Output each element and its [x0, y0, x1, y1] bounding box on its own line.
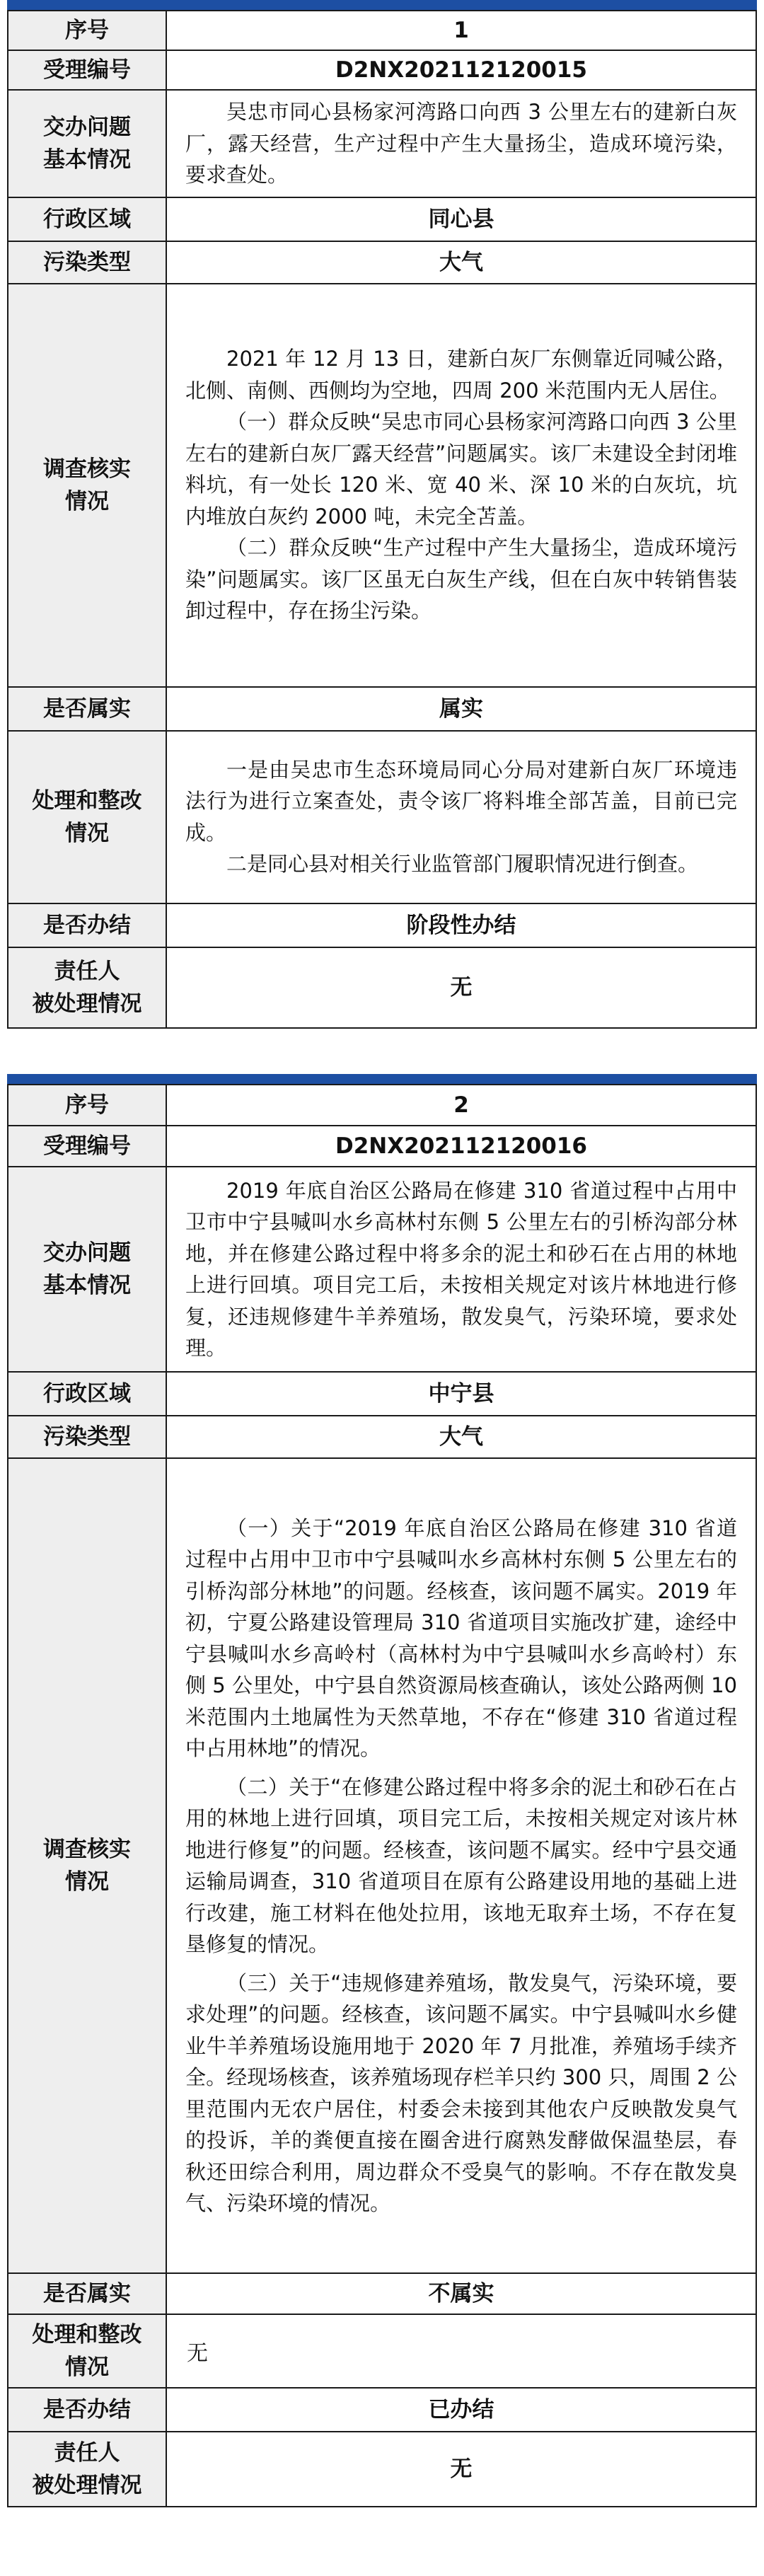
label-is-closed: 是否办结	[8, 903, 166, 947]
label-seq: 序号	[8, 11, 166, 50]
label-is-true: 是否属实	[8, 2273, 166, 2314]
row-accountability	[8, 947, 756, 1028]
issue-text: 2019 年底自治区公路局在修建 310 省道过程中占用中卫市中宁县喊叫水乡高林村东侧 5 公里左右的引桥沟部分林地，并在修建公路过程中将多余的泥土和砂石在占用的林地上进行回填。项目完工后，未按相关规定对该片林地进行修复，还违规修建牛羊养殖场，散发臭气，污染环境，要求处理。	[185, 1178, 737, 1360]
value-case-no: D2NX202112120015	[166, 50, 756, 90]
row-investigation	[8, 1458, 756, 2273]
label-investigation-line2: 情况	[65, 488, 109, 514]
row-region	[8, 1372, 756, 1416]
label-region: 行政区域	[8, 1372, 166, 1416]
label-handling-line1: 处理和整改	[32, 787, 142, 814]
value-is-closed: 已办结	[166, 2388, 756, 2432]
row-accountability	[8, 2432, 756, 2507]
investigation-paragraph: （二）群众反映“生产过程中产生大量扬尘，造成环境污染”问题属实。该厂区虽无白灰生产线，但在白灰中转销售装卸过程中，存在扬尘污染。	[185, 536, 737, 623]
row-case-no	[8, 1126, 756, 1167]
label-issue	[8, 1167, 166, 1372]
handling-paragraph: 一是由吴忠市生态环境局同心分局对建新白灰厂环境违法行为进行立案查处，责令该厂将料堆全部苫盖，目前已完成。	[185, 757, 737, 845]
row-is-closed	[8, 903, 756, 947]
label-is-closed: 是否办结	[8, 2388, 166, 2432]
label-handling	[8, 731, 166, 903]
value-accountability: 无	[166, 947, 756, 1028]
value-is-true: 属实	[166, 687, 756, 731]
value-pollution-type: 大气	[166, 1416, 756, 1458]
label-accountability	[8, 2432, 166, 2507]
investigation-paragraph: （一）群众反映“吴忠市同心县杨家河湾路口向西 3 公里左右的建新白灰厂露天经营”问题属实。该厂未建设全封闭堆料坑，有一处长 120 米、宽 40 米、深 10 米的白灰坑，坑内堆放白灰约 2000 吨，未完全苫盖。	[185, 410, 737, 529]
label-investigation-line1: 调查核实	[43, 1837, 131, 1862]
label-case-no: 受理编号	[8, 1126, 166, 1167]
label-investigation-line2: 情况	[65, 1869, 109, 1895]
value-is-closed: 阶段性办结	[166, 903, 756, 947]
label-accountability	[8, 947, 166, 1028]
label-issue-line2: 基本情况	[43, 1273, 131, 1298]
row-handling	[8, 2314, 756, 2388]
investigation-paragraph: （一）关于“2019 年底自治区公路局在修建 310 省道过程中占用中卫市中宁县喊叫水乡高林村东侧 5 公里左右的引桥沟部分林地”的问题。经核查，该问题不属实。2019 年初，宁夏公路建设管理局 310 省道项目实施改扩建，途经中宁县喊叫水乡高岭村（高林村为中宁县喊叫水乡高岭村）东侧 5 公里处，中宁县自然资源局核查确认，该处公路两侧 10 米范围内土地属性为天然草地，不存在“修建 310 省道过程中占用林地”的情况。	[185, 1515, 737, 1760]
row-is-true	[8, 687, 756, 731]
value-handling	[166, 731, 756, 903]
label-handling	[8, 2314, 166, 2388]
value-region: 中宁县	[166, 1372, 756, 1416]
investigation-paragraph: （二）关于“在修建公路过程中将多余的泥土和砂石在占用的林地上进行回填，项目完工后，未按相关规定对该片林地进行修复”的问题。经核查，该问题不属实。经中宁县交通运输局调查，310 省道项目在原有公路建设用地的基础上进行改建，施工材料在他处拉用，该地无取弃土场，不存在复垦修复的情况。	[185, 1774, 737, 1956]
row-is-true	[8, 2273, 756, 2314]
case-card-1	[7, 0, 757, 1029]
label-issue-line2: 基本情况	[43, 146, 131, 173]
card-top-bar	[7, 1074, 757, 1084]
label-investigation	[8, 284, 166, 687]
value-accountability: 无	[166, 2432, 756, 2507]
label-investigation	[8, 1458, 166, 2273]
value-issue	[166, 1167, 756, 1372]
row-region	[8, 197, 756, 241]
label-handling-line2: 情况	[65, 2355, 109, 2380]
row-seq	[8, 1085, 756, 1126]
investigation-paragraph: 2021 年 12 月 13 日，建新白灰厂东侧靠近同喊公路，北侧、南侧、西侧均为空地，四周 200 米范围内无人居住。	[185, 347, 737, 403]
value-handling: 无	[166, 2314, 756, 2388]
card-top-bar	[7, 0, 757, 10]
value-pollution-type: 大气	[166, 241, 756, 284]
value-seq: 2	[166, 1085, 756, 1126]
row-pollution-type	[8, 1416, 756, 1458]
value-issue	[166, 90, 756, 197]
case-card-2	[7, 1074, 757, 2507]
case-table-1	[7, 10, 757, 1029]
value-investigation	[166, 284, 756, 687]
label-pollution-type: 污染类型	[8, 1416, 166, 1458]
label-handling-line1: 处理和整改	[32, 2322, 142, 2347]
investigation-paragraph: （三）关于“违规修建养殖场，散发臭气，污染环境，要求处理”的问题。经核查，该问题不属实。中宁县喊叫水乡健业牛羊养殖场设施用地于 2020 年 7 月批准，养殖场手续齐全。经现场核查，该养殖场现存栏羊只约 300 只，周围 2 公里范围内无农户居住，村委会未接到其他农户反映散发臭气的投诉，羊的粪便直接在圈舍进行腐熟发酵做保温垫层，春秋还田综合利用，周边群众不受臭气的影响。不存在散发臭气、污染环境的情况。	[185, 1970, 737, 2215]
value-is-true: 不属实	[166, 2273, 756, 2314]
label-accountability-line1: 责任人	[54, 2440, 120, 2466]
row-case-no	[8, 50, 756, 90]
label-is-true: 是否属实	[8, 687, 166, 731]
label-accountability-line2: 被处理情况	[32, 2473, 142, 2498]
label-seq: 序号	[8, 1085, 166, 1126]
row-pollution-type	[8, 241, 756, 284]
issue-text: 吴忠市同心县杨家河湾路口向西 3 公里左右的建新白灰厂，露天经营，生产过程中产生大量扬尘，造成环境污染，要求查处。	[185, 100, 737, 187]
label-issue	[8, 90, 166, 197]
label-issue-line1: 交办问题	[43, 1240, 131, 1266]
value-seq: 1	[166, 11, 756, 50]
row-is-closed	[8, 2388, 756, 2432]
case-table-2	[7, 1084, 757, 2507]
row-handling	[8, 731, 756, 903]
label-region: 行政区域	[8, 197, 166, 241]
label-investigation-line1: 调查核实	[43, 456, 131, 482]
label-pollution-type: 污染类型	[8, 241, 166, 284]
label-handling-line2: 情况	[65, 820, 109, 846]
label-accountability-line2: 被处理情况	[32, 990, 142, 1017]
label-issue-line1: 交办问题	[43, 114, 131, 140]
label-accountability-line1: 责任人	[54, 958, 120, 984]
value-case-no: D2NX202112120016	[166, 1126, 756, 1167]
row-issue	[8, 90, 756, 197]
value-investigation	[166, 1458, 756, 2273]
value-region: 同心县	[166, 197, 756, 241]
handling-paragraph: 二是同心县对相关行业监管部门履职情况进行倒查。	[226, 852, 699, 876]
label-case-no: 受理编号	[8, 50, 166, 90]
row-seq	[8, 11, 756, 50]
row-issue	[8, 1167, 756, 1372]
row-investigation	[8, 284, 756, 687]
